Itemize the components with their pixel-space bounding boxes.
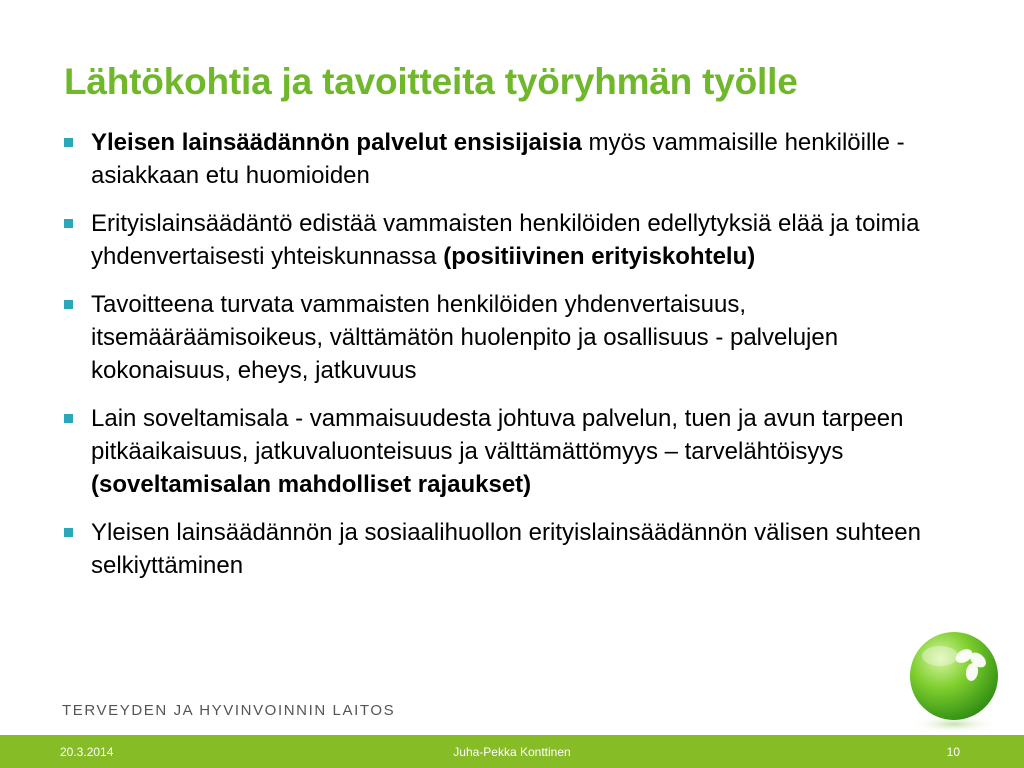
bullet-text: Lain soveltamisala - vammaisuudesta johtuva palvelun, tuen ja avun tarpeen pitkäaikaisuus, jatkuvaluonteisuus ja välttämättömyys – tarvelähtöisyys xyxy=(91,405,904,465)
bullet-text: myös vammaisille henkilöille - asiakkaan etu huomioiden xyxy=(91,129,905,189)
square-bullet-icon xyxy=(64,528,73,537)
footer-author: Juha-Pekka Konttinen xyxy=(453,745,571,759)
green-sphere-clover-logo xyxy=(896,616,1024,735)
bullet-bold-text: (soveltamisalan mahdolliset rajaukset) xyxy=(91,471,532,498)
footer-page-number: 10 xyxy=(946,745,960,759)
square-bullet-icon xyxy=(64,300,73,309)
bullet-item xyxy=(60,207,980,273)
square-bullet-icon xyxy=(64,138,73,147)
logo-graphic xyxy=(896,616,1024,735)
footer-date: 20.3.2014 xyxy=(60,745,114,759)
bullet-item xyxy=(60,516,980,582)
bullet-text: Tavoitteena turvata vammaisten henkilöiden yhdenvertaisuus, itsemääräämisoikeus, välttämätön huolenpito ja osallisuus - palvelujen kokonaisuus, eheys, jatkuvuus xyxy=(91,291,839,384)
organization-name: TERVEYDEN JA HYVINVOINNIN LAITOS xyxy=(62,702,396,719)
bullet-bold-text: Yleisen lainsäädännön palvelut ensisijaisia xyxy=(91,129,582,156)
footer-bar xyxy=(0,735,1024,768)
bullet-item xyxy=(60,402,980,501)
bullet-text: Erityislainsäädäntö edistää vammaisten henkilöiden edellytyksiä elää ja toimia yhdenvertaisesti yhteiskunnassa xyxy=(91,210,920,270)
bullet-bold-text: (positiivinen erityiskohtelu) xyxy=(443,243,756,270)
bullet-item xyxy=(60,126,980,192)
bullet-item xyxy=(60,288,980,387)
bullet-text: Yleisen lainsäädännön ja sosiaalihuollon erityislainsäädännön välisen suhteen selkiyttäminen xyxy=(91,519,921,579)
bullet-list xyxy=(60,126,980,597)
square-bullet-icon xyxy=(64,414,73,423)
square-bullet-icon xyxy=(64,219,73,228)
slide-title: Lähtökohtia ja tavoitteita työryhmän työlle xyxy=(64,61,798,102)
